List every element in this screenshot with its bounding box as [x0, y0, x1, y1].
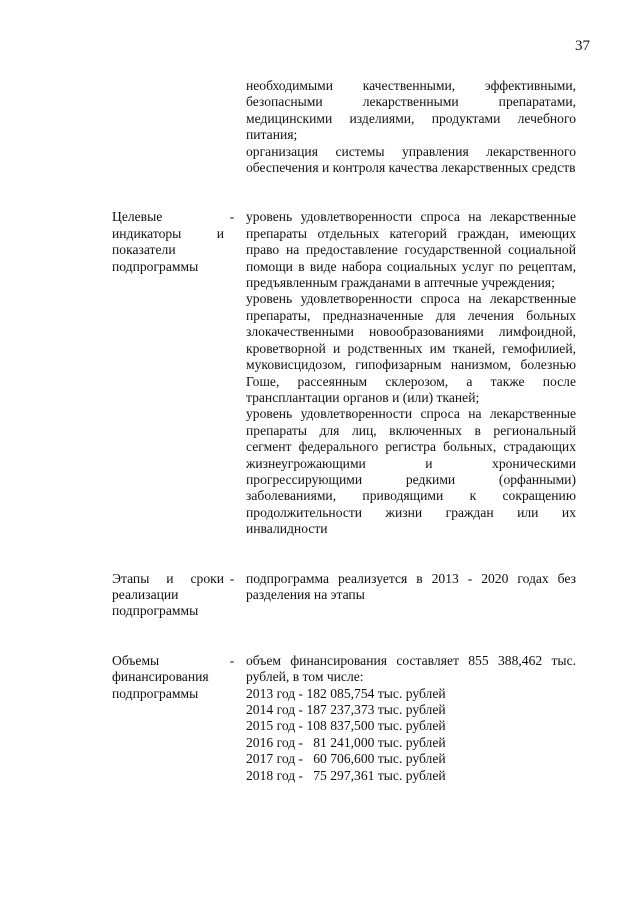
row-label-text: Целевые индикаторы и показатели подпрограммы: [112, 209, 224, 274]
indicator-paragraph: уровень удовлетворенности спроса на лекарственные препараты для лиц, включенных в региональный сегмент федерального регистра больных, страдающих жизнеугрожающими и хроническими прогрессирующими редкими (орфанными) заболеваниями, приводящими к сокращению продолжительности жизни граждан или их инвалидности: [246, 406, 576, 537]
row-dash: -: [229, 209, 235, 225]
passport-table: [112, 78, 592, 784]
indicator-paragraph: уровень удовлетворенности спроса на лекарственные препараты, предназначенные для лечения больных злокачественными новообразованиями лимфоидной, кроветворной и родственных им тканей, гемофилией, муковисцидозом, гипофизарным нанизмом, болезнью Гоше, рассеянным склерозом, а также после трансплантации органов и (или) тканей;: [246, 291, 576, 405]
row-stages: [112, 571, 592, 620]
funding-year-line: 2013 год - 182 085,754 тыс. рублей: [246, 685, 446, 701]
page-number: 37: [575, 38, 590, 54]
indicator-paragraph: уровень удовлетворенности спроса на лекарственные препараты отдельных категорий граждан, имеющих право на предоставление государственной социальной помощи в виде набора социальных услуг по рецептам, предъявленным гражданами в аптечные учреждения;: [246, 209, 576, 291]
row-label-text: Объемы финансирования подпрограммы: [112, 652, 209, 701]
funding-summary: объем финансирования составляет 855 388,462 тыс. рублей, в том числе:: [246, 652, 576, 685]
funding-year-line: 2018 год - 75 297,361 тыс. рублей: [246, 767, 446, 783]
row-label-text: Этапы и сроки реализации подпрограммы: [112, 570, 224, 619]
row-value: [246, 571, 576, 604]
intro-paragraph: необходимыми качественными, эффективными, безопасными лекарственными препаратами, медицинскими изделиями, продуктами лечебного питания;: [246, 78, 576, 143]
row-value: [246, 653, 576, 784]
funding-year-line: 2015 год - 108 837,500 тыс. рублей: [246, 718, 446, 734]
intro-paragraph: организация системы управления лекарственного обеспечения и контроля качества лекарственных средств: [246, 143, 576, 176]
funding-year-line: 2016 год - 81 241,000 тыс. рублей: [246, 734, 446, 750]
row-label: [112, 209, 224, 275]
stages-paragraph: подпрограмма реализуется в 2013 - 2020 годах без разделения на этапы: [246, 570, 576, 602]
row-value-continuation: [246, 78, 576, 176]
row-dash: -: [229, 570, 235, 586]
row-target-indicators: [112, 209, 592, 537]
row-continuation: [112, 78, 592, 176]
row-label: [112, 653, 224, 702]
row-label: [112, 571, 224, 620]
funding-year-line: 2017 год - 60 706,600 тыс. рублей: [246, 751, 446, 767]
row-value: [246, 209, 576, 537]
row-dash: -: [229, 652, 235, 668]
funding-year-line: 2014 год - 187 237,373 тыс. рублей: [246, 702, 446, 717]
row-funding: [112, 653, 592, 784]
